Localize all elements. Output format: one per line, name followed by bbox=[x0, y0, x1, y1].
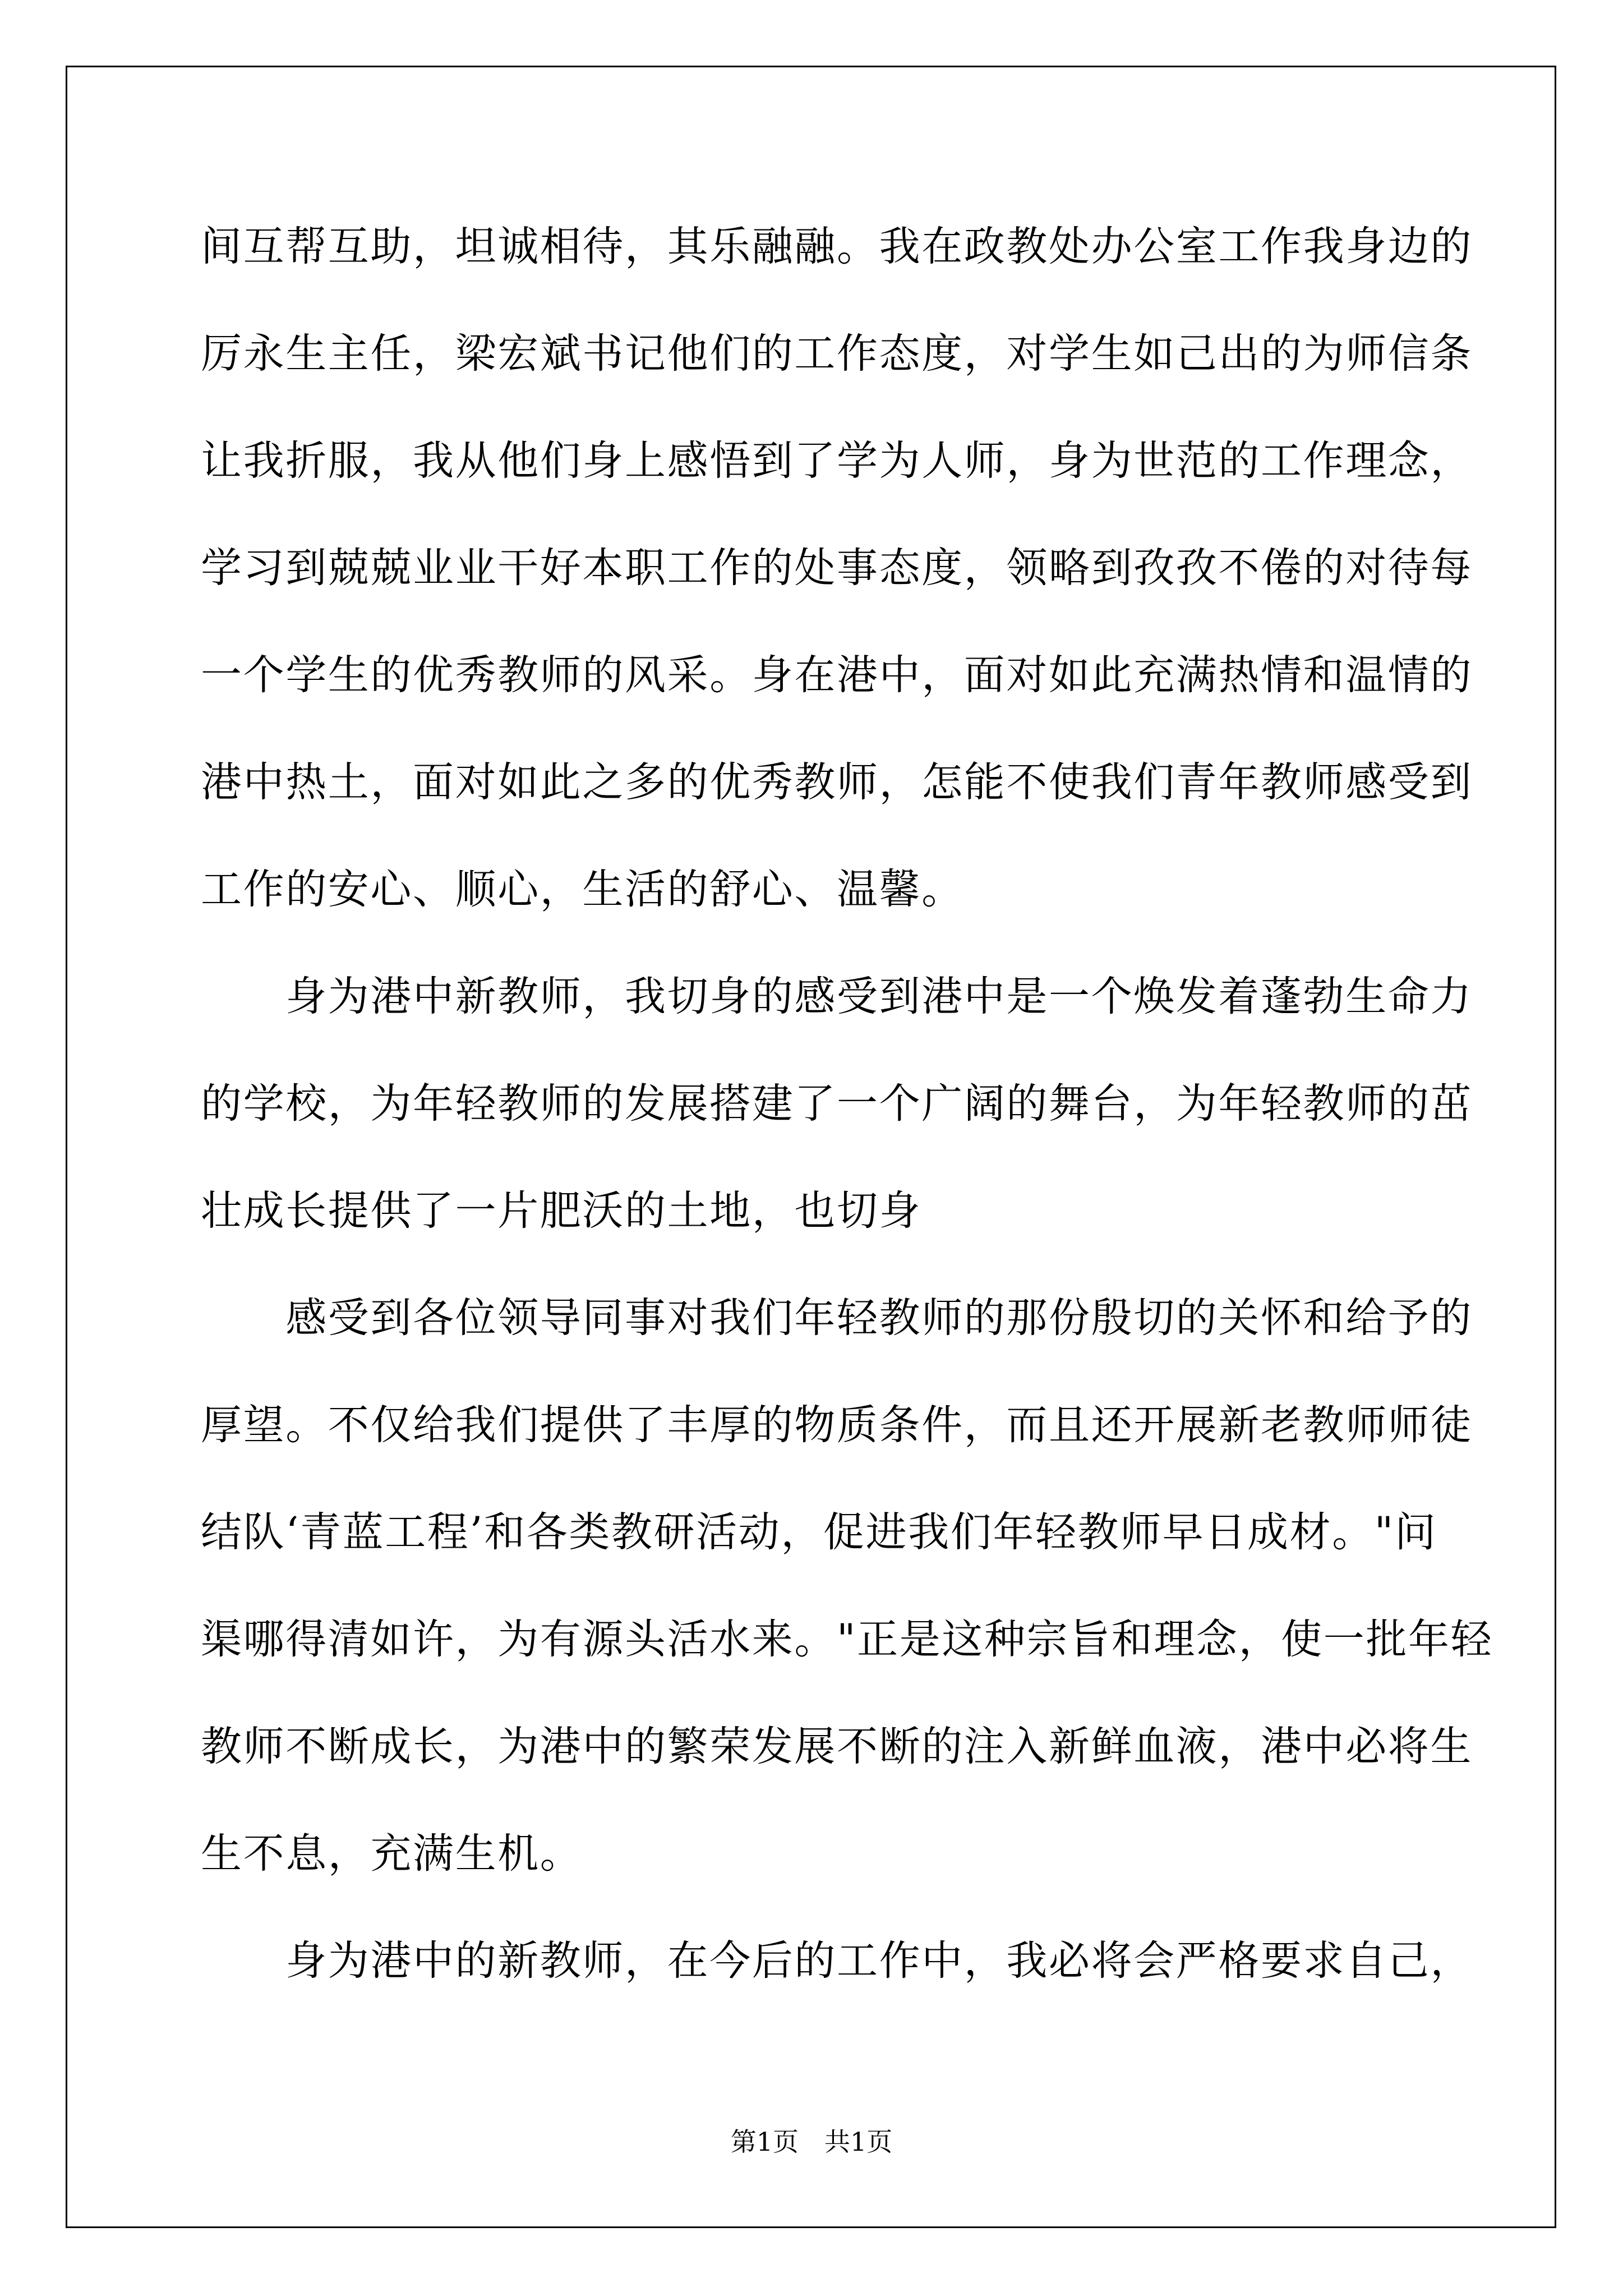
text-line: 身为港中的新教师，在今后的工作中，我必将会严格要求自己， bbox=[201, 1937, 1473, 1985]
text-line: 教师不断成长，为港中的繁荣发展不断的注入新鲜血液，港中必将生 bbox=[201, 1723, 1473, 1770]
text-line: 渠哪得清如许，为有源头活水来。"正是这种宗旨和理念，使一批年轻 bbox=[201, 1616, 1493, 1663]
text-line: 厉永生主任，梁宏斌书记他们的工作态度，对学生如己出的为师信条 bbox=[201, 330, 1473, 378]
page-number-footer: 第1页 共1页 bbox=[730, 2127, 893, 2157]
text-line: 一个学生的优秀教师的风采。身在港中，面对如此充满热情和温情的 bbox=[201, 651, 1473, 699]
text-line: 工作的安心、顺心，生活的舒心、温馨。 bbox=[201, 866, 964, 913]
page-border bbox=[66, 66, 1556, 2228]
text-line: 感受到各位领导同事对我们年轻教师的那份殷切的关怀和给予的 bbox=[201, 1294, 1473, 1342]
text-line: 结队‘青蓝工程’和各类教研活动，促进我们年轻教师早日成材。"问 bbox=[201, 1508, 1437, 1556]
text-line: 学习到兢兢业业干好本职工作的处事态度，领略到孜孜不倦的对待每 bbox=[201, 544, 1473, 592]
text-line: 的学校，为年轻教师的发展搭建了一个广阔的舞台，为年轻教师的茁 bbox=[201, 1080, 1473, 1128]
text-line: 生不息，充满生机。 bbox=[201, 1830, 583, 1878]
text-line: 间互帮互助，坦诚相待，其乐融融。我在政教处办公室工作我身边的 bbox=[201, 223, 1473, 270]
text-line: 厚望。不仅给我们提供了丰厚的物质条件，而且还开展新老教师师徒 bbox=[201, 1401, 1473, 1449]
text-line: 壮成长提供了一片肥沃的土地，也切身 bbox=[201, 1187, 922, 1235]
text-line: 身为港中新教师，我切身的感受到港中是一个焕发着蓬勃生命力 bbox=[201, 973, 1473, 1020]
text-line: 让我折服，我从他们身上感悟到了学为人师，身为世范的工作理念， bbox=[201, 437, 1473, 485]
text-line: 港中热土，面对如此之多的优秀教师，怎能不使我们青年教师感受到 bbox=[201, 758, 1473, 806]
